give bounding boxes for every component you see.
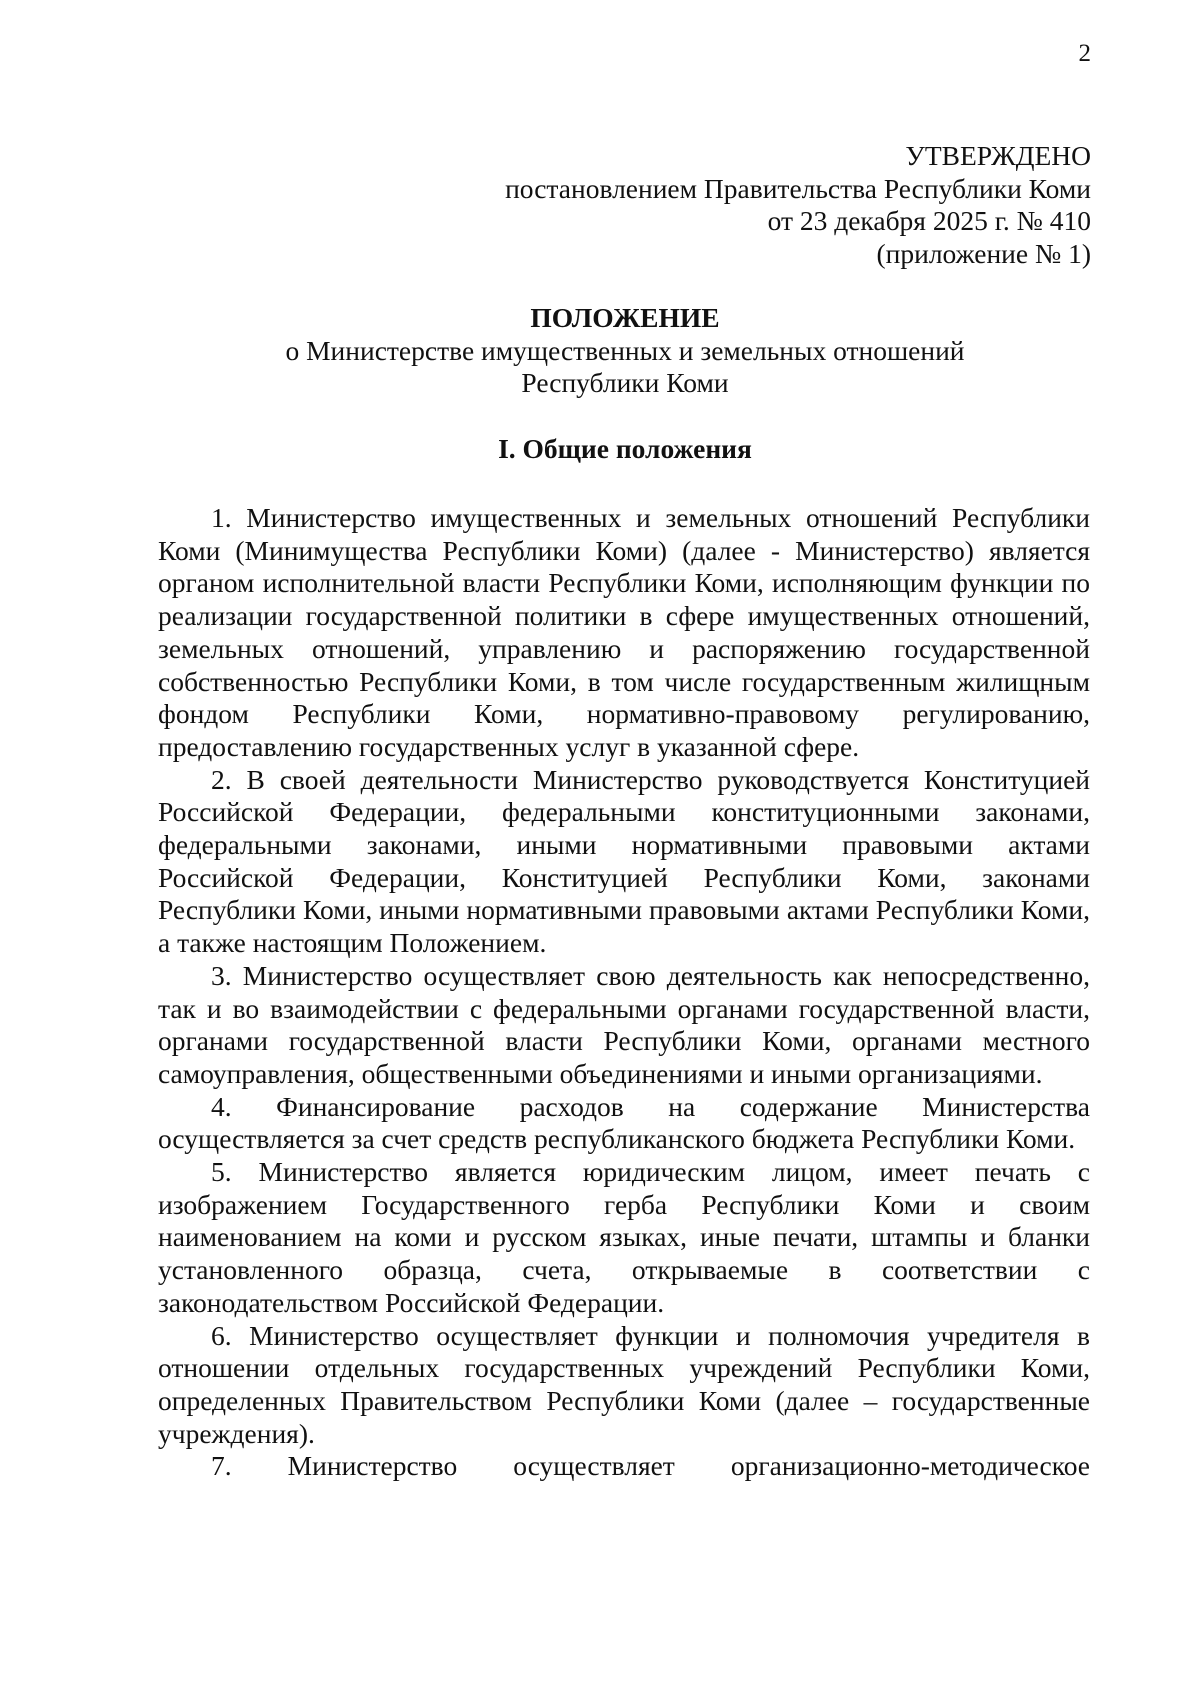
paragraph-6: 6. Министерство осуществляет функции и полномочия учредителя в отношении отдельных государственных учреждений Республики Коми, определенных Правительством Республики Коми (далее – государственные учреждения). xyxy=(158,1319,1090,1449)
paragraph-2: 2. В своей деятельности Министерство руководствуется Конституцией Российской Федерации, федеральными конституционными законами, федеральными законами, иными нормативными правовыми актами Российской Федерации, Конституцией Республики Коми, законами Республики Коми, иными нормативными правовыми актами Республики Коми, а также настоящим Положением. xyxy=(158,763,1090,959)
document-body xyxy=(158,502,1090,1483)
document-title: ПОЛОЖЕНИЕ xyxy=(530,302,720,333)
document-subtitle-line-2: Республики Коми xyxy=(521,367,729,398)
approval-appendix: (приложение № 1) xyxy=(876,237,1091,269)
paragraph-1: 1. Министерство имущественных и земельных отношений Республики Коми (Минимущества Республики Коми) (далее - Министерство) является органом исполнительной власти Республики Коми, исполняющим функции по реализации государственной политики в сфере имущественных отношений, земельных отношений, управлению и распоряжению государственной собственностью Республики Коми, в том числе государственным жилищным фондом Республики Коми, нормативно-правовому регулированию, предоставлению государственных услуг в указанной сфере. xyxy=(158,502,1090,762)
document-subtitle-line-1: о Министерстве имущественных и земельных отношений xyxy=(285,334,965,366)
approval-date-number: от 23 декабря 2025 г. № 410 xyxy=(767,205,1091,236)
page-number: 2 xyxy=(1078,40,1091,67)
section-heading: I. Общие положения xyxy=(498,433,752,464)
approval-heading: УТВЕРЖДЕНО xyxy=(905,140,1091,171)
paragraph-7: 7. Министерство осуществляет организационно-методическое xyxy=(211,1450,1090,1482)
paragraph-3: 3. Министерство осуществляет свою деятельность как непосредственно, так и во взаимодействии с федеральными органами государственной власти, органами государственной власти Республики Коми, органами местного самоуправления, общественными объединениями и иными организациями. xyxy=(158,959,1090,1089)
paragraph-4: 4. Финансирование расходов на содержание Министерства осуществляется за счет средств республиканского бюджета Республики Коми. xyxy=(158,1090,1090,1155)
approval-stamp xyxy=(505,140,1091,270)
document-title-block xyxy=(0,302,1200,400)
paragraph-5: 5. Министерство является юридическим лицом, имеет печать с изображением Государственного герба Республики Коми и своим наименованием на коми и русском языках, иные печати, штампы и бланки установленного образца, счета, открываемые в соответствии с законодательством Российской Федерации. xyxy=(158,1156,1090,1318)
approval-resolution: постановлением Правительства Республики Коми xyxy=(505,172,1091,204)
